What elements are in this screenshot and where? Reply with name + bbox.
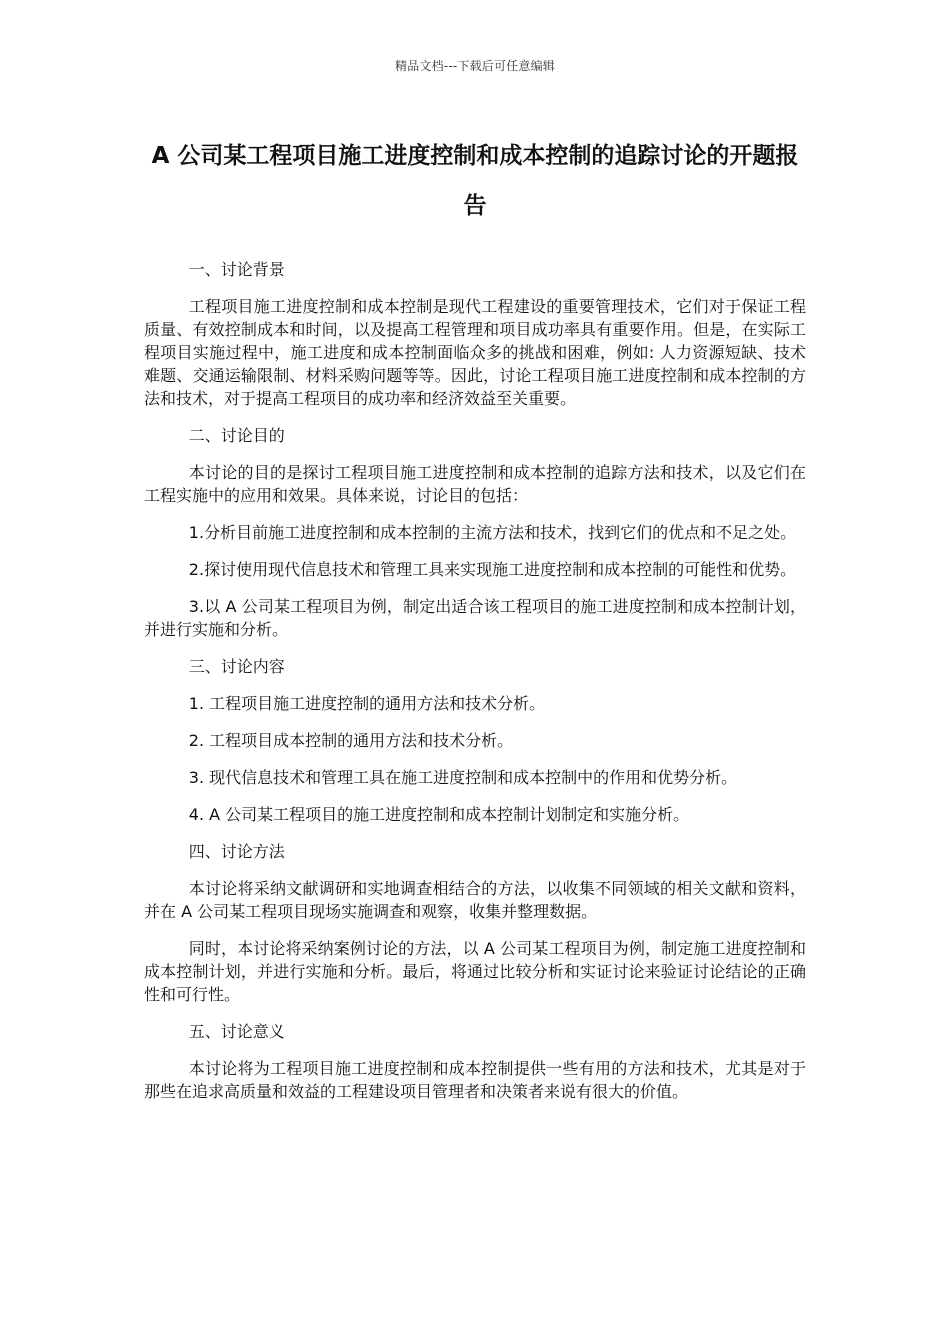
paragraph-purpose-intro: 本讨论的目的是探讨工程项目施工进度控制和成本控制的追踪方法和技术，以及它们在工程实施中的应用和效果。具体来说，讨论目的包括： [144,463,806,505]
document-body [144,258,806,1117]
section-heading-significance: 五、讨论意义 [188,1022,285,1041]
list-item-purpose: 1.分析目前施工进度控制和成本控制的主流方法和技术，找到它们的优点和不足之处。 [188,523,797,542]
list-item-purpose: 2.探讨使用现代信息技术和管理工具来实现施工进度控制和成本控制的可能性和优势。 [188,560,797,579]
paragraph-significance: 本讨论将为工程项目施工进度控制和成本控制提供一些有用的方法和技术，尤其是对于那些在追求高质量和效益的工程建设项目管理者和决策者来说有很大的价值。 [144,1059,806,1101]
document-title: A 公司某工程项目施工进度控制和成本控制的追踪讨论的开题报告 [151,143,799,219]
list-item-purpose: 3.以 A 公司某工程项目为例，制定出适合该工程项目的施工进度控制和成本控制计划，并进行实施和分析。 [144,597,806,639]
section-heading-background: 一、讨论背景 [188,260,285,279]
paragraph-background: 工程项目施工进度控制和成本控制是现代工程建设的重要管理技术，它们对于保证工程质量、有效控制成本和时间，以及提高工程管理和项目成功率具有重要作用。但是，在实际工程项目实施过程中，施工进度和成本控制面临众多的挑战和困难，例如: 人力资源短缺、技术难题、交通运输限制、材料采购问题等等。因此，讨论工程项目施工进度控制和成本控制的方法和技术，对于提高工程项目的成功率和经济效益至关重要。 [144,297,806,408]
list-item-content: 2. 工程项目成本控制的通用方法和技术分析。 [188,731,514,750]
list-item-content: 4. A 公司某工程项目的施工进度控制和成本控制计划制定和实施分析。 [188,805,690,824]
paragraph-method: 同时，本讨论将采纳案例讨论的方法，以 A 公司某工程项目为例，制定施工进度控制和成本控制计划，并进行实施和分析。最后，将通过比较分析和实证讨论来验证讨论结论的正确性和可行性。 [144,939,806,1004]
list-item-content: 3. 现代信息技术和管理工具在施工进度控制和成本控制中的作用和优势分析。 [188,768,738,787]
section-heading-purpose: 二、讨论目的 [188,426,285,445]
section-heading-content: 三、讨论内容 [188,657,285,676]
paragraph-method: 本讨论将采纳文献调研和实地调查相结合的方法，以收集不同领域的相关文献和资料，并在 A 公司某工程项目现场实施调查和观察，收集并整理数据。 [144,879,806,921]
section-heading-method: 四、讨论方法 [188,842,285,861]
header-watermark: 精品文档---下载后可任意编辑 [395,59,555,73]
list-item-content: 1. 工程项目施工进度控制的通用方法和技术分析。 [188,694,546,713]
